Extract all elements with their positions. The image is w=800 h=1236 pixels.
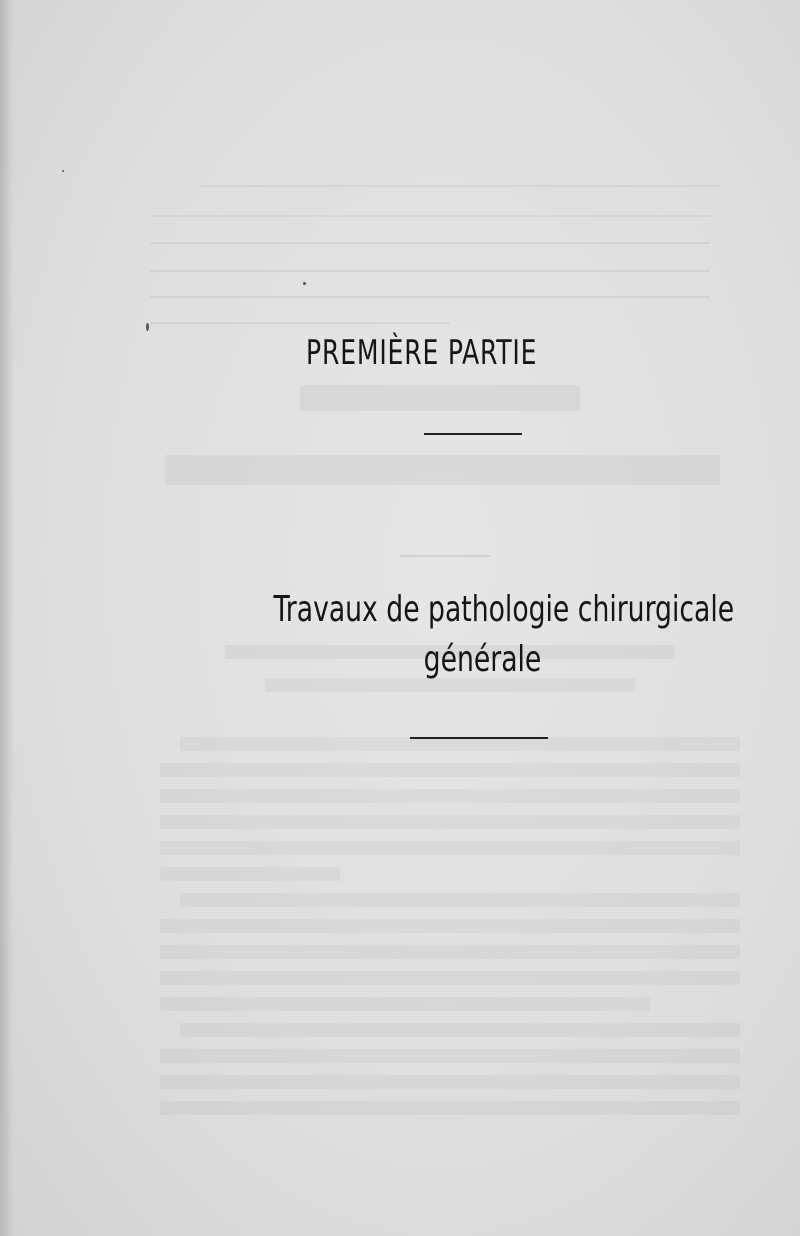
paper-speck — [146, 323, 149, 331]
work-title-line-2: générale — [423, 639, 542, 680]
part-title: PREMIÈRE PARTIE — [306, 333, 538, 373]
paper-speck — [62, 170, 64, 172]
work-title — [200, 585, 765, 685]
work-title-line-1: Travaux de pathologie chirurgicale — [273, 589, 735, 630]
paper-speck — [303, 282, 306, 285]
section-divider — [410, 737, 548, 739]
title-divider — [424, 433, 522, 435]
